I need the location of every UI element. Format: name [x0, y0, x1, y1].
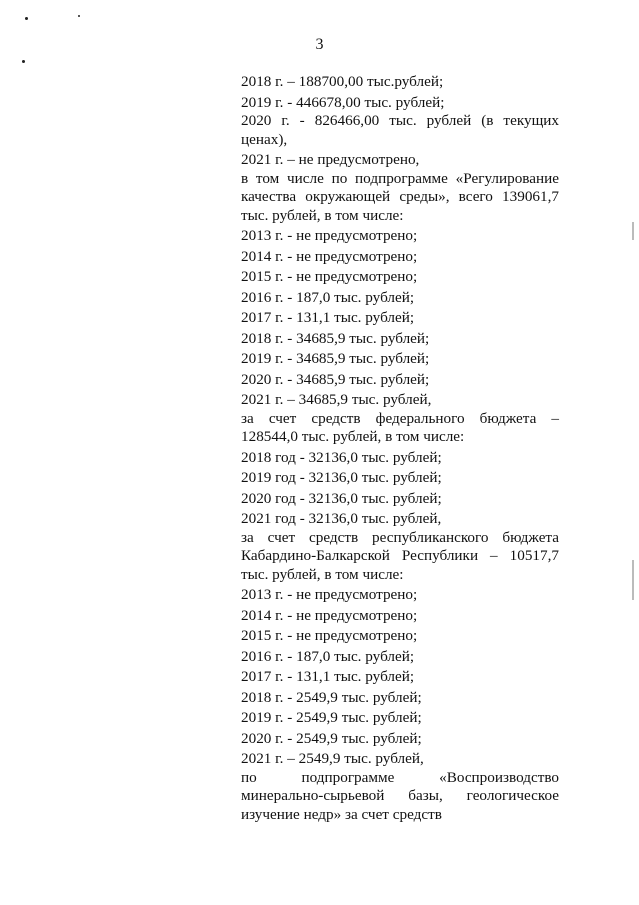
text-line: 2021 г. – не предусмотрено, — [241, 151, 420, 168]
text-line: 2014 г. - не предусмотрено; — [241, 606, 418, 624]
text-line: 2017 г. - 131,1 тыс. рублей; — [241, 309, 415, 326]
text-line: 2018 г. – 188700,00 тыс.рублей; — [241, 73, 444, 90]
text-line: за счет средств федерального бюджета – 128544,0 тыс. рублей, в том числе: — [241, 409, 559, 445]
scan-edge-mark — [632, 560, 634, 600]
text-line: 2021 год - 32136,0 тыс. рублей, — [241, 510, 442, 527]
text-line: 2018 год - 32136,0 тыс. рублей; — [241, 448, 442, 466]
scan-speck — [25, 17, 28, 20]
text-line: 2019 год - 32136,0 тыс. рублей; — [241, 469, 442, 486]
text-line: в том числе по подпрограмме «Регулирование качества окружающей среды», всего 139061,7 тыс. рублей, в том числе: — [241, 169, 559, 224]
text-line: 2020 год - 32136,0 тыс. рублей; — [241, 489, 442, 507]
text-line: 2016 г. - 187,0 тыс. рублей; — [241, 647, 415, 665]
text-line: 2017 г. - 131,1 тыс. рублей; — [241, 668, 415, 685]
text-line: 2013 г. - не предусмотрено; — [241, 227, 418, 244]
text-line: 2021 г. – 2549,9 тыс. рублей, — [241, 750, 424, 767]
text-line: 2018 г. - 34685,9 тыс. рублей; — [241, 329, 430, 347]
text-line: 2015 г. - не предусмотрено; — [241, 627, 418, 644]
text-line: 2021 г. – 34685,9 тыс. рублей, — [241, 391, 432, 408]
text-line: 2019 г. - 2549,9 тыс. рублей; — [241, 709, 422, 726]
scan-edge-mark — [632, 222, 634, 240]
text-line: 2016 г. - 187,0 тыс. рублей; — [241, 288, 415, 306]
text-line: 2020 г. - 2549,9 тыс. рублей; — [241, 729, 422, 747]
scan-speck — [22, 60, 25, 63]
text-line: 2013 г. - не предусмотрено; — [241, 586, 418, 603]
text-line: по подпрограмме «Воспроизводство минерально-сырьевой базы, геологическое изучение недр» за счет средств — [241, 768, 559, 823]
page-number: 3 — [315, 36, 324, 53]
document-body — [241, 73, 559, 824]
text-line: 2019 г. - 34685,9 тыс. рублей; — [241, 350, 430, 367]
text-line: за счет средств республиканского бюджета Кабардино-Балкарской Республики – 10517,7 тыс. рублей, в том числе: — [241, 528, 559, 583]
text-line: 2020 г. - 34685,9 тыс. рублей; — [241, 370, 430, 388]
text-line: 2020 г. - 826466,00 тыс. рублей (в текущих ценах), — [241, 112, 559, 148]
text-line: 2014 г. - не предусмотрено; — [241, 247, 418, 265]
text-line: 2015 г. - не предусмотрено; — [241, 268, 418, 285]
text-line: 2019 г. - 446678,00 тыс. рублей; — [241, 93, 445, 111]
text-line: 2018 г. - 2549,9 тыс. рублей; — [241, 688, 422, 706]
scan-speck — [78, 15, 80, 17]
